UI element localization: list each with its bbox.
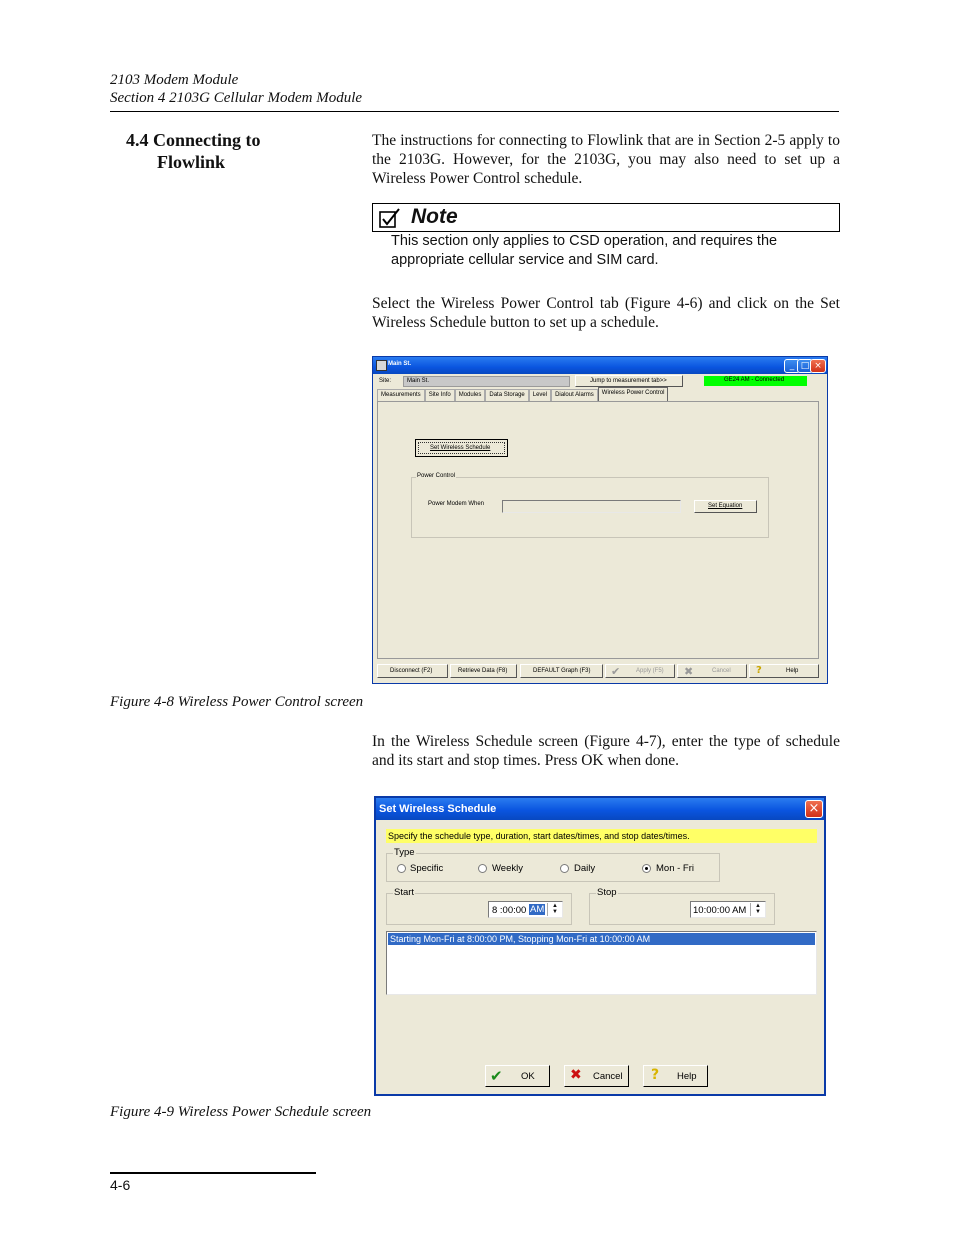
footer-rule — [110, 1172, 316, 1174]
site-field[interactable] — [403, 376, 570, 387]
header-rule — [110, 111, 839, 112]
schedule-list-item-text: Starting Mon-Fri at 8:00:00 PM, Stopping Mon-Fri at 10:00:00 AM — [390, 934, 651, 944]
stop-time-input[interactable] — [690, 901, 766, 918]
radio-mon-fri-label: Mon - Fri — [656, 863, 694, 874]
cancel-x-icon: ✖ — [684, 665, 694, 678]
ok-check-icon: ✔ — [490, 1067, 503, 1085]
note-box — [372, 203, 840, 232]
start-spin-down-icon[interactable]: ▼ — [552, 909, 558, 915]
default-graph-label: DEFAULT Graph (F3) — [533, 668, 591, 674]
close-button[interactable]: × — [810, 359, 826, 373]
figure9-caption: Figure 4-9 Wireless Power Schedule screen — [110, 1104, 372, 1120]
wireless-power-control-window — [372, 356, 828, 684]
connection-status — [704, 376, 807, 386]
select-paragraph: Select the Wireless Power Control tab (Figure 4-6) and click on the Set Wireless Schedule button to set up a schedule. — [372, 295, 840, 331]
running-header-line1: 2103 Modem Module — [110, 72, 239, 88]
start-time-value: 8 :00:00 — [492, 905, 527, 916]
tab-data-storage[interactable]: Data Storage — [485, 389, 528, 402]
instruction-text: Specify the schedule type, duration, start dates/times, and stop dates/times. — [388, 831, 690, 841]
tab-level[interactable]: Level — [529, 389, 551, 402]
cancel-label: Cancel — [593, 1071, 623, 1082]
retrieve-data-label: Retrieve Data (F8) — [458, 668, 508, 674]
note-title: Note — [411, 205, 458, 228]
apply-button[interactable] — [605, 664, 675, 678]
radio-specific[interactable] — [397, 864, 406, 873]
minimize-button[interactable]: _ — [784, 359, 800, 373]
start-legend: Start — [394, 887, 415, 898]
window-title: Main St. — [388, 361, 412, 367]
help-label-fig8: Help — [786, 668, 799, 674]
help-question-icon: ? — [756, 665, 762, 676]
section-title-1: Connecting to — [153, 130, 261, 150]
cancel-button[interactable] — [564, 1065, 629, 1087]
radio-specific-label: Specific — [410, 863, 444, 874]
checkbox-icon — [379, 208, 401, 228]
help-button-fig8[interactable] — [749, 664, 819, 678]
schedule-list-item[interactable] — [388, 933, 815, 945]
radio-weekly-label: Weekly — [492, 863, 523, 874]
dialog-title: Set Wireless Schedule — [379, 803, 497, 815]
ok-label: OK — [521, 1071, 535, 1082]
stop-spin-down-icon[interactable]: ▼ — [755, 909, 761, 915]
section-title-2: Flowlink — [157, 152, 226, 172]
set-wireless-schedule-dialog — [374, 796, 826, 1096]
help-question-icon-fig9: ? — [651, 1067, 660, 1083]
power-control-legend: Power Control — [417, 473, 456, 479]
dialog-titlebar — [376, 798, 824, 820]
retrieve-data-button[interactable] — [450, 664, 517, 678]
start-time-input[interactable] — [488, 901, 563, 918]
power-modem-when-label: Power Modem When — [428, 501, 485, 507]
schedule-list[interactable] — [386, 931, 817, 995]
help-label: Help — [677, 1071, 697, 1082]
page-number: 4-6 — [110, 1177, 131, 1193]
ok-button[interactable] — [485, 1065, 550, 1087]
default-graph-button[interactable] — [520, 664, 603, 678]
tab-measurements[interactable]: Measurements — [377, 389, 425, 402]
jump-to-measurement-button[interactable] — [575, 375, 683, 387]
stop-time-value: 10:00:00 AM — [693, 905, 747, 916]
status-text: GE24 AM - Connected — [724, 377, 785, 383]
tab-site-info[interactable]: Site Info — [425, 389, 455, 402]
start-spin-up-icon[interactable]: ▲ — [552, 903, 558, 909]
section-number: 4.4 — [126, 130, 149, 150]
radio-daily[interactable] — [560, 864, 569, 873]
set-equation-button[interactable] — [694, 500, 757, 513]
radio-weekly[interactable] — [478, 864, 487, 873]
disconnect-label: Disconnect (F2) — [390, 668, 433, 674]
tab-wireless-power-control[interactable]: Wireless Power Control — [598, 387, 669, 402]
set-equation-label: Set Equation — [708, 503, 743, 509]
help-button[interactable] — [643, 1065, 708, 1087]
cancel-button-fig8[interactable] — [677, 664, 747, 678]
stop-spin-up-icon[interactable]: ▲ — [755, 903, 761, 909]
type-legend: Type — [394, 847, 415, 858]
maximize-button[interactable]: □ — [797, 359, 813, 373]
window-app-icon — [376, 360, 387, 371]
start-spinner[interactable] — [547, 903, 562, 916]
tab-strip — [377, 389, 668, 401]
start-ampm-selected: AM — [530, 904, 545, 915]
tab-dialout-alarms[interactable]: Dialout Alarms — [551, 389, 598, 402]
set-wireless-schedule-button[interactable] — [415, 439, 508, 457]
schedule-paragraph: In the Wireless Schedule screen (Figure 4-7), enter the type of schedule and its start and stop times. Press OK when done. — [372, 733, 840, 769]
apply-label: Apply (F5) — [636, 668, 664, 674]
stop-legend: Stop — [597, 887, 617, 898]
section-heading — [126, 129, 261, 173]
tab-modules[interactable]: Modules — [455, 389, 486, 402]
apply-check-icon: ✔ — [611, 665, 621, 678]
cancel-label-fig8: Cancel — [712, 668, 731, 674]
site-label: Site: — [379, 378, 392, 384]
figure8-caption: Figure 4-8 Wireless Power Control screen — [110, 694, 364, 710]
radio-mon-fri[interactable] — [642, 864, 651, 873]
dialog-close-button[interactable]: × — [805, 800, 823, 818]
jump-button-label: Jump to measurement tab>> — [590, 378, 667, 384]
power-equation-field[interactable] — [502, 500, 681, 513]
window-titlebar — [373, 357, 827, 374]
disconnect-button[interactable] — [377, 664, 448, 678]
radio-daily-label: Daily — [574, 863, 596, 874]
note-text: This section only applies to CSD operation, and requires the appropriate cellular service and SIM card. — [391, 233, 778, 268]
instruction-bar — [386, 829, 817, 843]
stop-spinner[interactable] — [750, 903, 765, 916]
cancel-x-icon-fig9: ✖ — [570, 1067, 582, 1083]
intro-paragraph: The instructions for connecting to Flowlink that are in Section 2-5 apply to the 2103G. However, for the 2103G, you may also need to set up a Wireless Power Control schedule. — [372, 132, 840, 187]
running-header-line2: Section 4 2103G Cellular Modem Module — [110, 90, 363, 106]
set-schedule-label: Set Wireless Schedule — [430, 445, 491, 451]
site-value: Main St. — [407, 378, 430, 384]
